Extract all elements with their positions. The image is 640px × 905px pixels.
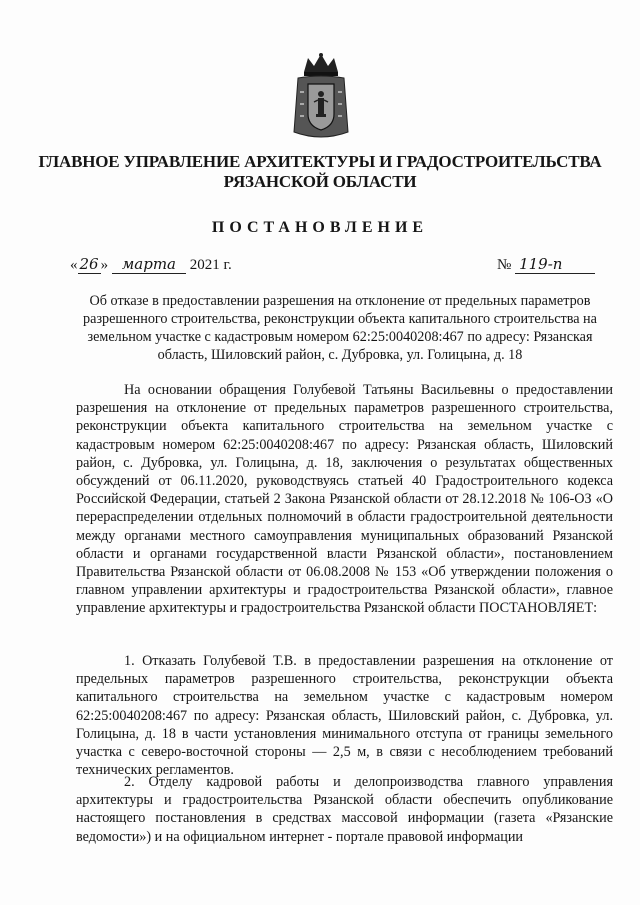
organization-name-line-1: ГЛАВНОЕ УПРАВЛЕНИЕ АРХИТЕКТУРЫ И ГРАДОСТРОИТЕЛЬСТВА xyxy=(38,152,602,171)
date-month: марта xyxy=(112,255,186,274)
date-day: 26 xyxy=(79,255,99,273)
date-year: 2021 г. xyxy=(189,257,232,273)
document-type-title: ПОСТАНОВЛЕНИЕ xyxy=(211,219,429,236)
preamble-paragraph xyxy=(76,381,613,618)
number-value: 119-п xyxy=(515,255,595,274)
document-subject: Об отказе в предоставлении разрешения на отклонение от предельных параметров разрешенного строительства, реконструкции объекта капитального строительства на земельном участке с кадастровым номером 62:25:0040208:467 по адресу: Рязанская область, Шиловский район, с. Дубровка, ул. Голицына, д. 18 xyxy=(83,293,597,363)
coat-of-arms-icon xyxy=(292,52,350,142)
date-close-quote: » xyxy=(100,257,109,273)
number-sign: № xyxy=(497,257,512,273)
date-open-quote: « xyxy=(70,257,78,273)
document-number xyxy=(497,255,595,274)
organization-name-line-2: РЯЗАНСКОЙ ОБЛАСТИ xyxy=(223,172,417,191)
document-date xyxy=(70,255,232,274)
item-2-paragraph: 2. Отделу кадровой работы и делопроизводства главного управления архитектуры и градостроительства Рязанской области обеспечить опубликование настоящего постановления в средствах массовой информации (газета «Рязанские ведомости») и на официальном интернет - портале правовой информации xyxy=(76,774,613,845)
resolves-keyword: ПОСТАНОВЛЯЕТ: xyxy=(478,600,598,617)
preamble-text: На основании обращения Голубевой Татьяны Васильевны о предоставлении разрешения на отклонение от предельных параметров разрешенного строительства, реконструкции объекта капитального строительства на земельном участке с кадастровым номером 62:25:0040208:467 по адресу: Рязанская область, Шиловский район, с. Дубровка, ул. Голицына, д. 18, заключения о результатах общественных обсуждений от 06.11.2020, руководствуясь статьей 40 Градостроительного кодекса Российской Федерации, статьей 2 Закона Рязанской области от 28.12.2018 № 106-ОЗ «О перераспределении отдельных полномочий в области градостроительной деятельности между органами местного самоуправления муниципальных образований Рязанской области и органами государственной власти Рязанской области», постановлением Правительства Рязанской области от 06.08.2008 № 153 «Об утверждении положения о главном управлении архитектуры и градостроительства Рязанской области», главное управление архитектуры и градостроительства Рязанской области xyxy=(76,382,613,617)
item-1-paragraph: 1. Отказать Голубевой Т.В. в предоставлении разрешения на отклонение от предельных параметров разрешенного строительства, реконструкции объекта капитального строительства на земельном участке с кадастровым номером 62:25:0040208:467 по адресу: Рязанская область, Шиловский район, с. Дубровка, ул. Голицына, д. 18 в части установления минимального отступа от границы земельного участка с северо-восточной стороны — 2,5 м, в связи с несоблюдением требований технических регламентов. xyxy=(76,653,613,779)
